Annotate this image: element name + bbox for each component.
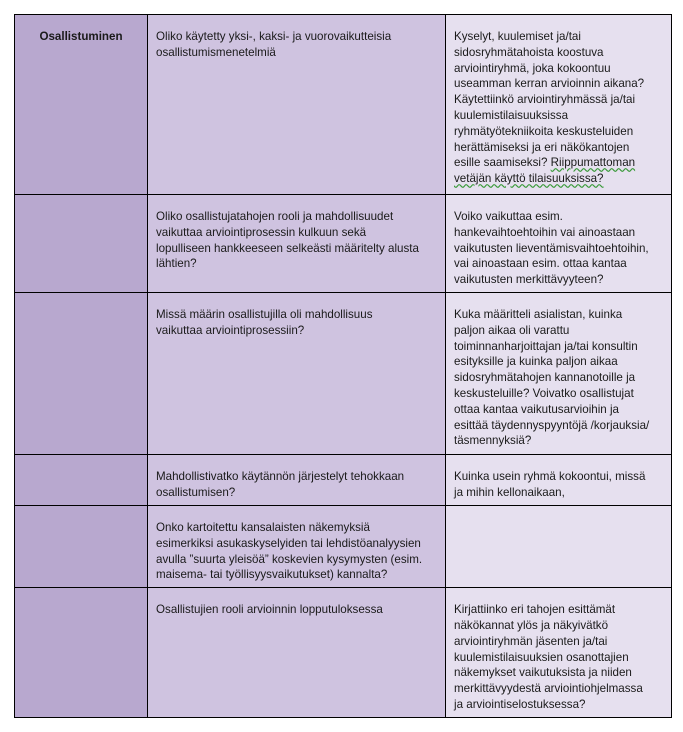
row-heading-cell (15, 195, 148, 293)
table-row (15, 195, 672, 293)
evaluation-table (14, 14, 672, 718)
table-row (15, 506, 672, 588)
row-heading-cell (15, 588, 148, 718)
question-text: Missä määrin osallistujilla oli mahdollisuus vaikuttaa arviointiprosessiin? (156, 308, 373, 337)
question-text: Oliko käytetty yksi-, kaksi- ja vuorovaikutteisia osallistumismenetelmiä (156, 30, 392, 59)
row-heading-cell (15, 15, 148, 195)
note-cell (446, 195, 672, 293)
table-row (15, 293, 672, 455)
row-heading-cell (15, 506, 148, 588)
note-cell (446, 15, 672, 195)
row-heading-cell (15, 455, 148, 506)
question-cell (148, 506, 446, 588)
question-text: Oliko osallistujatahojen rooli ja mahdollisuudet vaikuttaa arviointiprosessin kulkuun sekä lopulliseen hankkeeseen selkeästi määritelty alusta lähtien? (156, 210, 419, 271)
note-cell (446, 293, 672, 455)
question-text: Onko kartoitettu kansalaisten näkemyksiä esimerkiksi asukaskyselyiden tai lehdistöanalyysien avulla ”suurta yleisöä” koskevien kysymysten (esim. maisema- tai työllisyysvaikutukset) kannalta? (156, 521, 423, 582)
table-row (15, 588, 672, 718)
note-text-underlined: Riippumattoman vetäjän käyttö tilaisuuksissa? (454, 156, 636, 186)
row-heading-cell (15, 293, 148, 455)
question-text: Mahdollistivatko käytännön järjestelyt tehokkaan osallistumisen? (156, 470, 405, 499)
note-cell (446, 455, 672, 506)
question-cell (148, 15, 446, 195)
row-heading: Osallistuminen (39, 30, 123, 43)
question-cell (148, 195, 446, 293)
question-cell (148, 293, 446, 455)
note-text: Kyselyt, kuulemiset ja/tai sidosryhmätahoista koostuva arviointiryhmä, joka kokoontuu useamman kerran arvioinnin aikana? Käytettiinkö arviointiryhmässä ja/tai kuulemistilaisuuksissa ryhmätyötekniikoita keskusteluiden herättämiseksi ja eri näkökantojen esille saamiseksi? (454, 30, 645, 170)
note-cell (446, 506, 672, 588)
note-text: Kirjattiinko eri tahojen esittämät näkökannat ylös ja näkyivätkö arviointiryhmän jäsenten ja/tai kuulemistilaisuuksien osanottajien näkemykset vaikutuksista ja niiden merkittävyydestä arviointiohjelmassa ja arviointiselostuksessa? (454, 603, 643, 711)
note-text: Kuka määritteli asialistan, kuinka paljon aikaa oli varattu toiminnanharjoittajan ja/tai konsultin esityksille ja kuinka paljon aikaa sidosryhmätahojen kannanotoille ja keskusteluille? Voivatko osallistujat ottaa kantaa vaikutusarvioihin ja esittää täydennyspyyntöjä /korjauksia/ täsmennyksiä? (454, 308, 650, 448)
note-cell (446, 588, 672, 718)
question-text: Osallistujien rooli arvioinnin lopputuloksessa (156, 603, 383, 617)
question-cell (148, 588, 446, 718)
table-row (15, 455, 672, 506)
table-row (15, 15, 672, 195)
question-cell (148, 455, 446, 506)
note-text: Voiko vaikuttaa esim. hankevaihtoehtoihin vai ainoastaan vaikutusten lieventämisvaihtoehtoihin, vai ainoastaan esim. ottaa kantaa vaikutusten merkittävyyteen? (454, 210, 649, 287)
note-text: Kuinka usein ryhmä kokoontui, missä ja mihin kellonaikaan, (454, 470, 646, 499)
